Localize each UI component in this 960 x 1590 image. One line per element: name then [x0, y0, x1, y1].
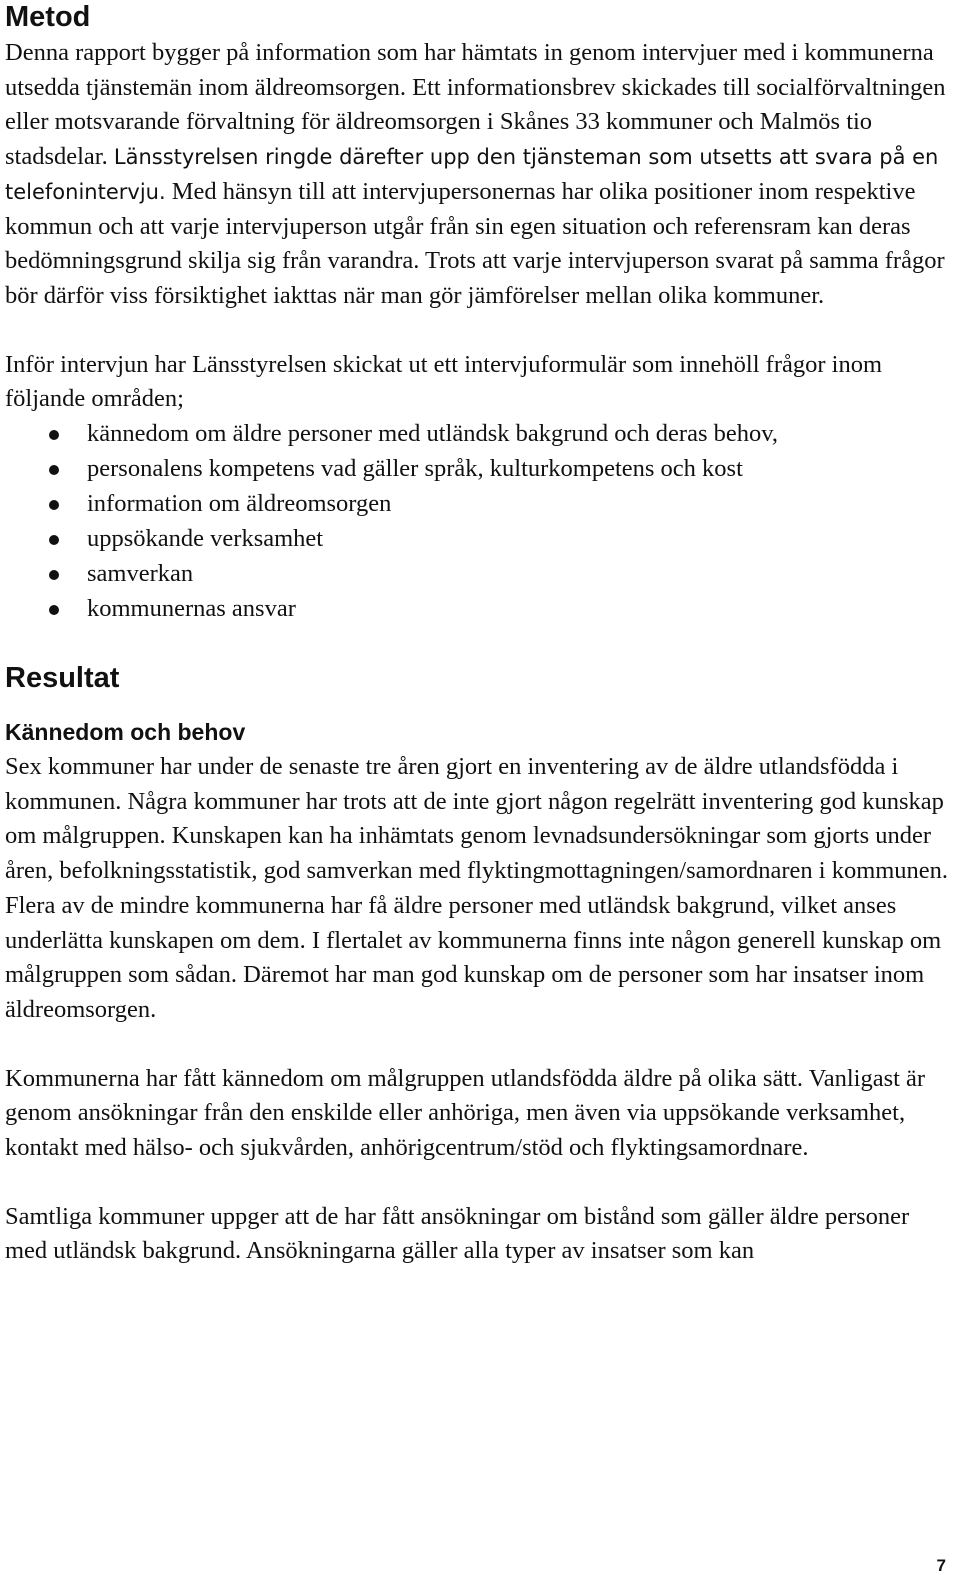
list-item-text: personalens kompetens vad gäller språk, kulturkompetens och kost: [87, 455, 743, 483]
list-item-text: kännedom om äldre personer med utländsk bakgrund och deras behov,: [87, 420, 779, 448]
results-paragraph-2: Kommunerna har fått kännedom om målgruppen utlandsfödda äldre på olika sätt. Vanligast är genom ansökningar från den enskilde eller anhöriga, men även via uppsökande verksamhet, kontakt med hälso- och sjukvården, anhörigcentrum/stöd och flyktingsamordnare.: [5, 1064, 926, 1162]
document-page: [5, 0, 950, 1269]
bullet-icon: [49, 465, 59, 475]
method-paragraph-2: Inför intervjun har Länsstyrelsen skickat ut ett intervjuformulär som innehöll frågor inom följande områden;: [5, 350, 883, 413]
method-paragraph-1: [5, 36, 950, 314]
list-item-text: samverkan: [87, 560, 194, 588]
bullet-icon: [49, 605, 59, 615]
subsection-heading-knowledge-and-needs: Kännedom och behov: [5, 719, 246, 746]
list-item: [5, 487, 950, 522]
results-paragraph-1: Sex kommuner har under de senaste tre åren gjort en inventering av de äldre utlandsfödda i kommunen. Några kommuner har trots att de inte gjort någon regelrätt inventering god kunskap om målgruppen. Kunskapen kan ha inhämtats genom levnadsundersökningar som gjorts under åren, befolkningsstatistik, god samverkan med flyktingmottagningen/samordnaren i kommunen. Flera av de mindre kommunerna har få äldre personer med utländsk bakgrund, vilket anses underlätta kunskapen om dem. I flertalet av kommunerna finns inte någon generell kunskap om målgruppen som sådan. Däremot har man god kunskap om de personer som har insatser inom äldreomsorgen.: [5, 753, 949, 1023]
method-paragraph-1-part-2: Länsstyrelsen ringde därefter upp den tjänsteman som utsetts att svara på en telefonintervju.: [5, 145, 939, 204]
list-item: [5, 557, 950, 592]
bullet-icon: [49, 535, 59, 545]
page-number: 7: [936, 1556, 946, 1575]
method-paragraph-1-part-1: Denna rapport bygger på information som har hämtats in genom intervjuer med i kommunerna utsedda tjänstemän inom äldreomsorgen. Ett informationsbrev skickades till socialförvaltningen eller motsvarande förvaltning för äldreomsorgen i Skånes 33 kommuner och Malmös tio stadsdelar.: [5, 39, 946, 171]
topic-list: [5, 417, 950, 627]
results-paragraph-3: Samtliga kommuner uppger att de har fått ansökningar om bistånd som gäller äldre personer med utländsk bakgrund. Ansökningarna gäller alla typer av insatser som kan: [5, 1202, 910, 1265]
list-item: [5, 522, 950, 557]
section-heading-results: Resultat: [5, 662, 120, 695]
list-item: [5, 452, 950, 487]
bullet-icon: [49, 570, 59, 580]
list-item: [5, 417, 950, 452]
list-item-text: information om äldreomsorgen: [87, 490, 392, 518]
bullet-icon: [49, 500, 59, 510]
list-item-text: uppsökande verksamhet: [87, 525, 324, 553]
bullet-icon: [49, 430, 59, 440]
list-item-text: kommunernas ansvar: [87, 595, 296, 623]
method-paragraph-1-part-3: Med hänsyn till att intervjupersonernas har olika positioner inom respektive kommun och att varje intervjuperson utgår från sin egen situation och referensram kan deras bedömningsgrund skilja sig från varandra. Trots att varje intervjuperson svarat på samma frågor bör därför viss försiktighet iakttas när man gör jämförelser mellan olika kommuner.: [5, 177, 945, 309]
list-item: [5, 592, 950, 627]
section-heading-method: Metod: [5, 1, 91, 33]
